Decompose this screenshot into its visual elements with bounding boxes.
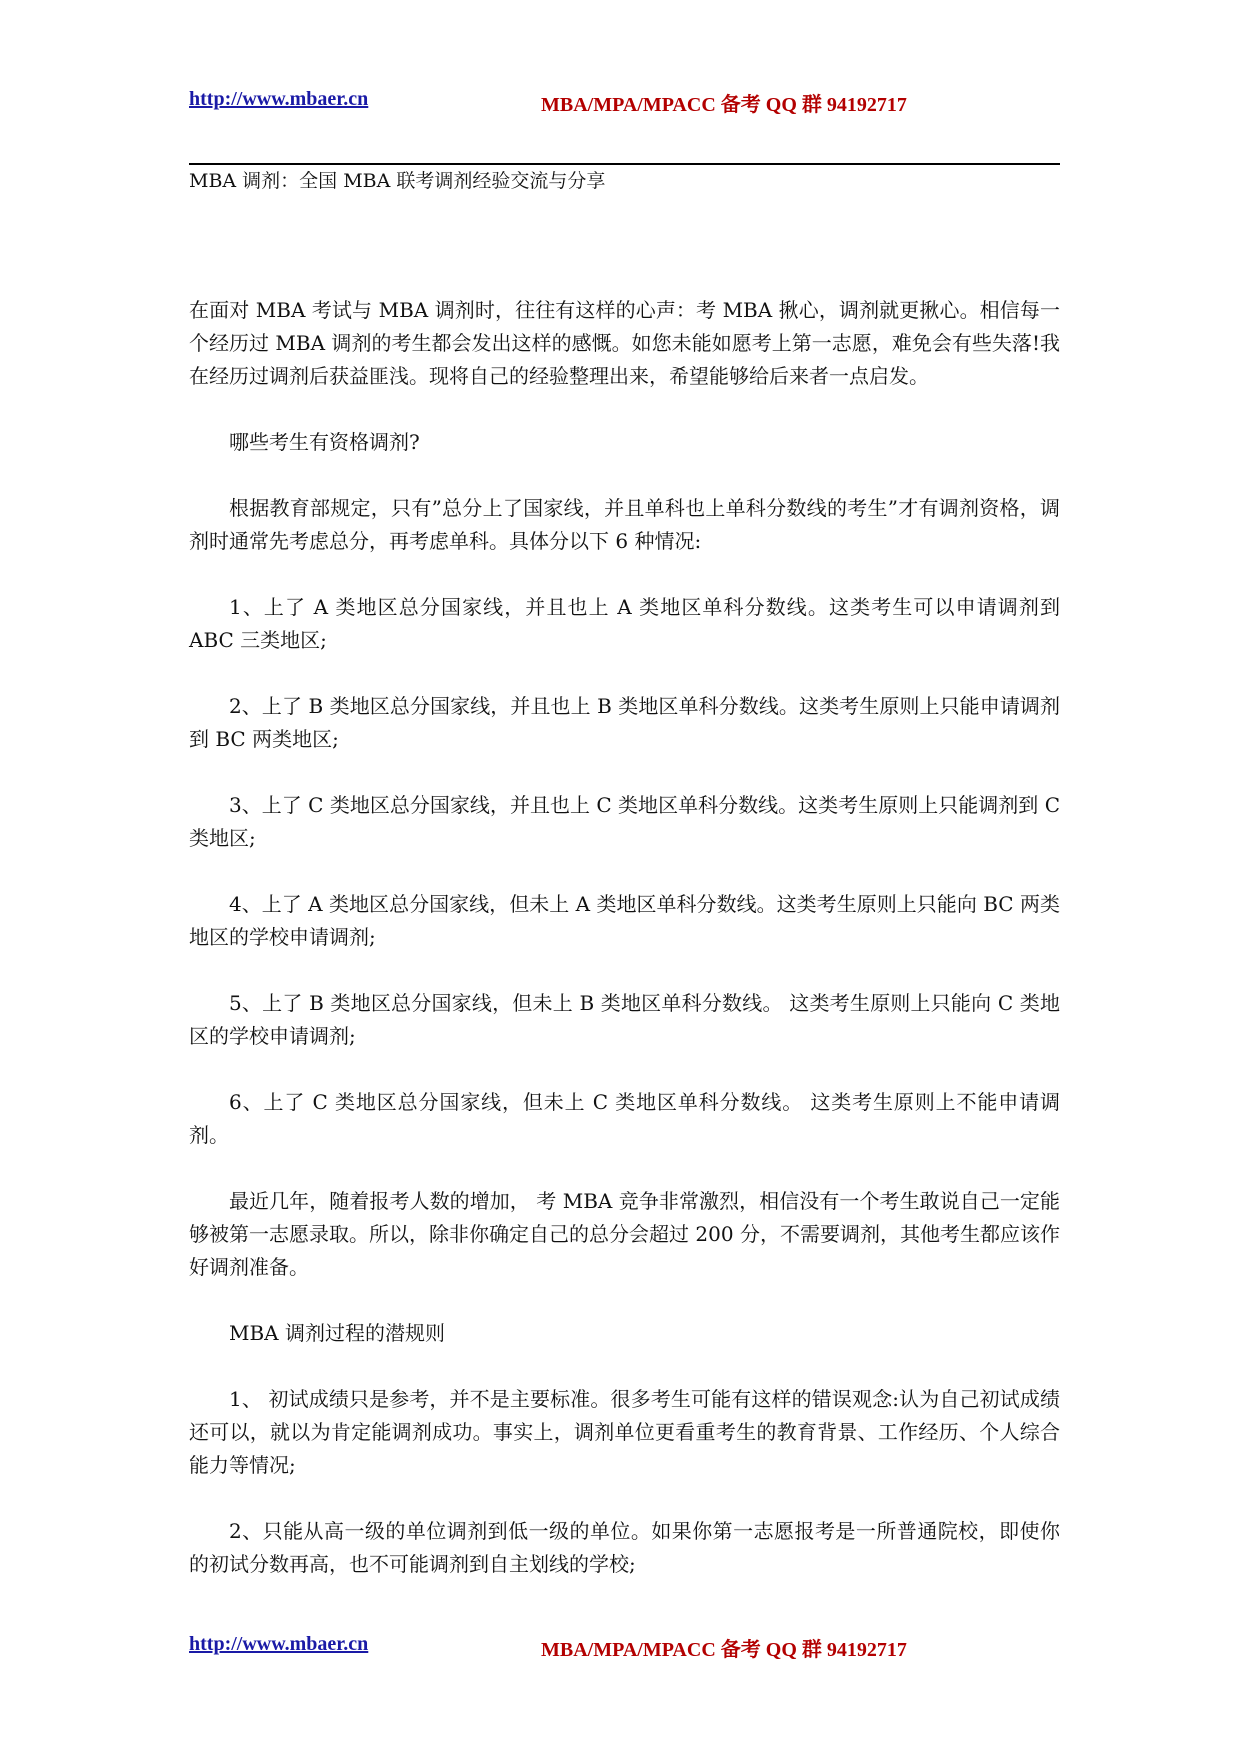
header-qq-group: MBA/MPA/MPACC 备考 QQ 群 94192717 xyxy=(541,94,907,116)
list-item-case-6: 6、上了 C 类地区总分国家线，但未上 C 类地区单科分数线。 这类考生原则上不能申请调剂。 xyxy=(189,1090,1060,1147)
list-item-case-2: 2、上了 B 类地区总分国家线，并且也上 B 类地区单科分数线。这类考生原则上只能申请调剂到 BC 两类地区; xyxy=(189,694,1060,751)
list-item-rule-2: 2、只能从高一级的单位调剂到低一级的单位。如果你第一志愿报考是一所普通院校，即使你的初试分数再高，也不可能调剂到自主划线的学校; xyxy=(189,1519,1060,1576)
paragraph-rule: 根据教育部规定，只有”总分上了国家线，并且单科也上单科分数线的考生”才有调剂资格，调剂时通常先考虑总分，再考虑单科。具体分以下 6 种情况: xyxy=(189,496,1060,553)
list-item-case-5: 5、上了 B 类地区总分国家线，但未上 B 类地区单科分数线。 这类考生原则上只能向 C 类地区的学校申请调剂; xyxy=(189,991,1060,1048)
section-heading-rules: MBA 调剂过程的潜规则 xyxy=(229,1321,445,1345)
document-title: MBA 调剂：全国 MBA 联考调剂经验交流与分享 xyxy=(189,170,606,192)
header-site-link[interactable]: http://www.mbaer.cn xyxy=(189,88,369,110)
page-footer xyxy=(189,1633,1059,1663)
page-header xyxy=(189,88,1059,118)
list-item-case-3: 3、上了 C 类地区总分国家线，并且也上 C 类地区单科分数线。这类考生原则上只能调剂到 C 类地区; xyxy=(189,793,1060,850)
footer-qq-group: MBA/MPA/MPACC 备考 QQ 群 94192717 xyxy=(541,1639,907,1661)
document-body xyxy=(189,294,1060,1614)
paragraph-intro: 在面对 MBA 考试与 MBA 调剂时，往往有这样的心声：考 MBA 揪心，调剂就更揪心。相信每一个经历过 MBA 调剂的考生都会发出这样的感慨。如您未能如愿考上第一志愿，难免会有些失落!我在经历过调剂后获益匪浅。现将自己的经验整理出来，希望能够给后来者一点启发。 xyxy=(189,298,1060,388)
list-item-case-1: 1、上了 A 类地区总分国家线，并且也上 A 类地区单科分数线。这类考生可以申请调剂到 ABC 三类地区; xyxy=(189,595,1060,652)
list-item-case-4: 4、上了 A 类地区总分国家线，但未上 A 类地区单科分数线。这类考生原则上只能向 BC 两类地区的学校申请调剂; xyxy=(189,892,1060,949)
header-divider xyxy=(189,163,1060,165)
footer-site-link[interactable]: http://www.mbaer.cn xyxy=(189,1633,369,1655)
paragraph-competition: 最近几年，随着报考人数的增加， 考 MBA 竞争非常激烈，相信没有一个考生敢说自己一定能够被第一志愿录取。所以，除非你确定自己的总分会超过 200 分，不需要调剂，其他考生都应该作好调剂准备。 xyxy=(189,1189,1060,1279)
section-heading-eligibility: 哪些考生有资格调剂? xyxy=(229,430,420,454)
list-item-rule-1: 1、 初试成绩只是参考，并不是主要标准。很多考生可能有这样的错误观念:认为自己初试成绩还可以，就以为肯定能调剂成功。事实上，调剂单位更看重考生的教育背景、工作经历、个人综合能力等情况; xyxy=(189,1387,1060,1477)
